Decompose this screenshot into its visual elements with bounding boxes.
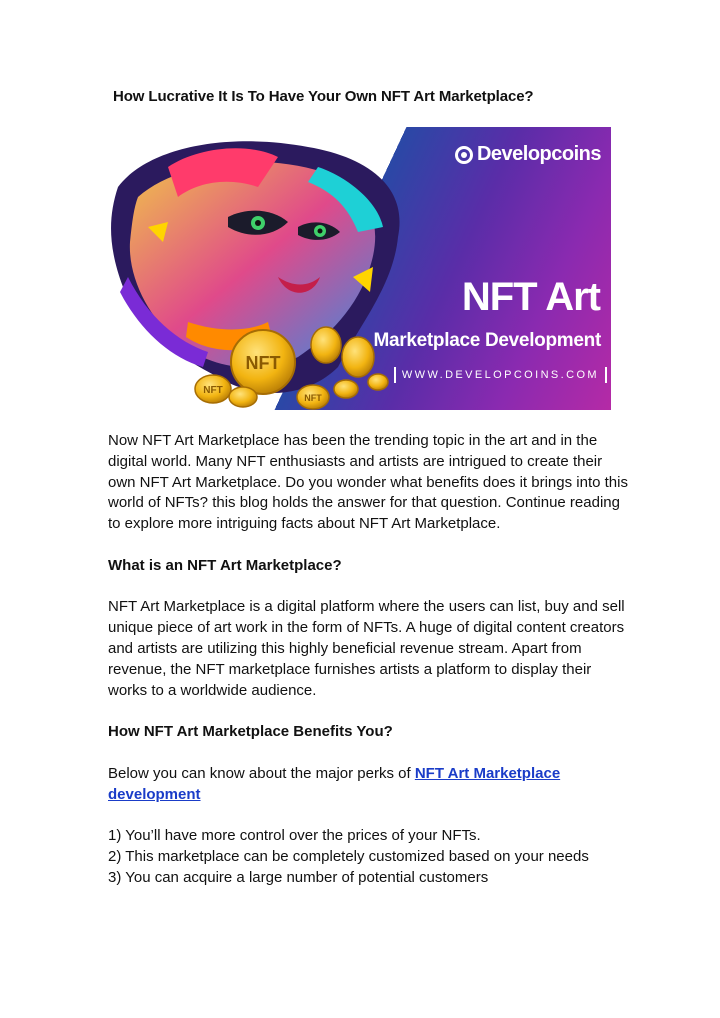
banner-url: WWW.DEVELOPCOINS.COM bbox=[394, 367, 607, 383]
svg-text:NFT: NFT bbox=[245, 353, 281, 373]
page-title: How Lucrative It Is To Have Your Own NFT Art Marketplace? bbox=[113, 88, 534, 105]
section-paragraph-what-is: NFT Art Marketplace is a digital platform where the users can list, buy and sell unique piece of art work in the form of NFTs. A huge of digital content creators and artists are utilizing this highly beneficial revenue stream. Apart from revenue, the NFT marketplace furnishes artists a platform to display their works to a worldwide audience. bbox=[108, 598, 625, 699]
nft-art-marketplace-development-link[interactable]: NFT Art Marketplace development bbox=[108, 764, 561, 803]
benefits-list bbox=[108, 826, 628, 888]
list-item: 3) You can acquire a large number of potential customers bbox=[108, 868, 489, 886]
developcoins-logo bbox=[455, 143, 601, 166]
intro-paragraph: Now NFT Art Marketplace has been the trending topic in the art and in the digital world. Many NFT enthusiasts and artists are intrigued to create their own NFT Art Marketplace. Do you wonder what benefits does it brings into this world of NFTs? this blog holds the answer for that question. Continue reading to explore more intriguing facts about NFT Art Marketplace. bbox=[108, 432, 628, 533]
list-item: 2) This marketplace can be completely customized based on your needs bbox=[108, 847, 589, 865]
logo-text: Developcoins bbox=[476, 143, 601, 165]
hero-banner-image bbox=[108, 127, 611, 410]
article-body bbox=[108, 431, 628, 889]
benefits-lead-text: Below you can know about the major perks of bbox=[108, 764, 415, 782]
banner-subheading: Marketplace Development bbox=[373, 330, 601, 351]
banner-heading: NFT Art bbox=[461, 275, 600, 319]
section-heading-what-is: What is an NFT Art Marketplace? bbox=[108, 556, 342, 574]
list-item: 1) You’ll have more control over the prices of your NFTs. bbox=[108, 827, 481, 845]
svg-text:NFT: NFT bbox=[203, 385, 223, 396]
svg-text:NFT: NFT bbox=[304, 393, 322, 403]
section-heading-benefits: How NFT Art Marketplace Benefits You? bbox=[108, 723, 393, 741]
benefits-lead-paragraph bbox=[108, 764, 628, 806]
developcoins-logo-icon bbox=[455, 146, 473, 164]
